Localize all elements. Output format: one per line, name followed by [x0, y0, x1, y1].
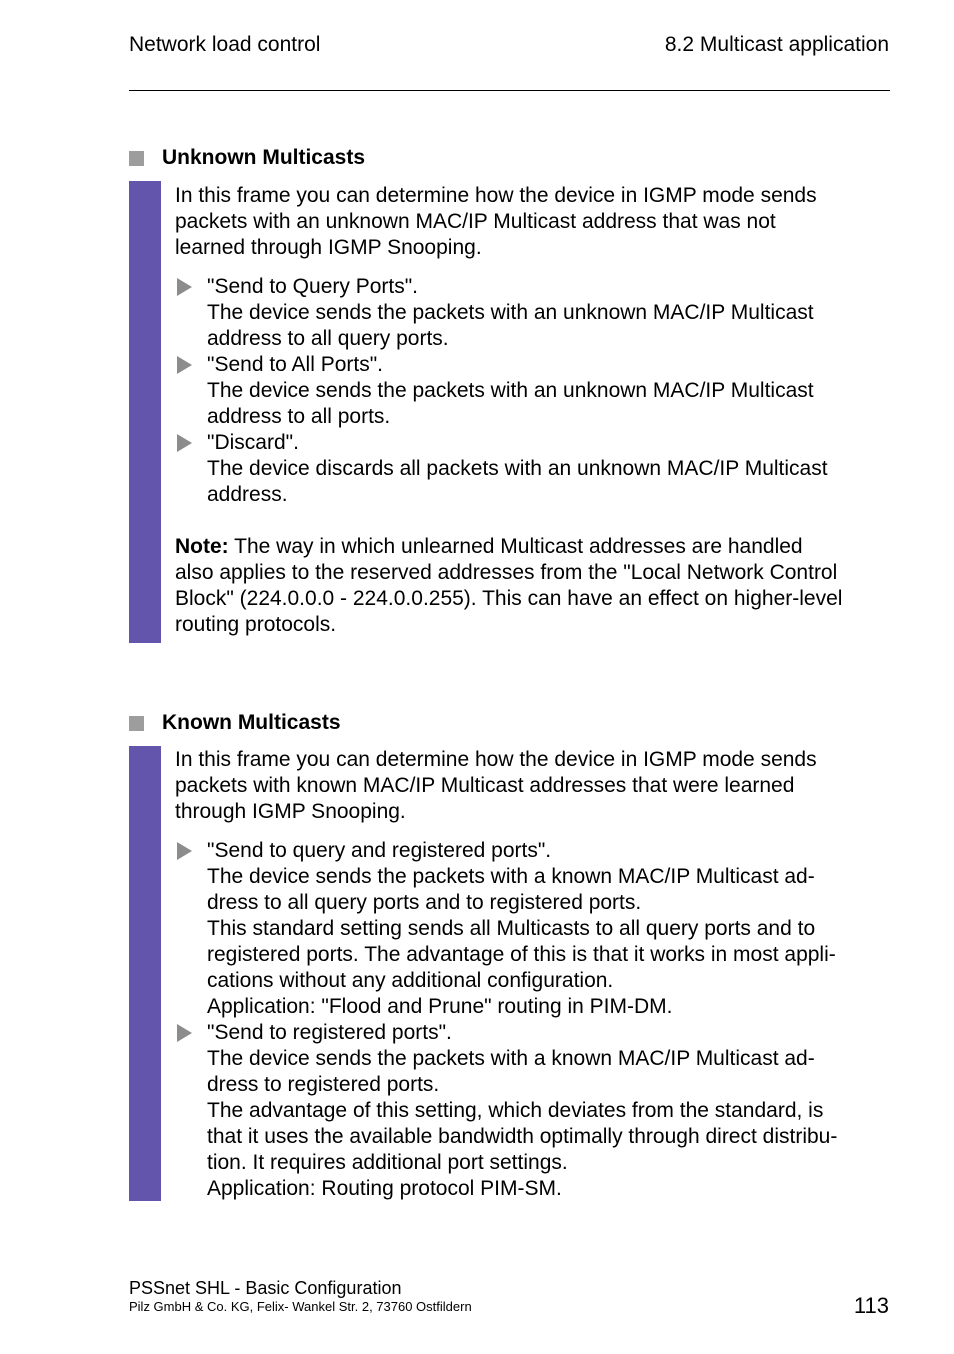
intro-line: through IGMP Snooping.	[175, 800, 406, 823]
option-line: dress to all query ports and to registered ports.	[207, 891, 642, 914]
option-line: tion. It requires additional port settings.	[207, 1151, 568, 1174]
section-body-known-multicasts	[175, 747, 890, 1202]
triangle-bullet-icon	[177, 434, 192, 452]
footer-document-title: PSSnet SHL - Basic Configuration	[129, 1278, 402, 1298]
option-line: The device sends the packets with an unknown MAC/IP Multicast	[207, 379, 814, 402]
intro-line: packets with known MAC/IP Multicast addresses that were learned	[175, 774, 795, 797]
note-line: Block" (224.0.0.0 - 224.0.0.255). This can have an effect on higher-level	[175, 587, 843, 610]
option-line: The device sends the packets with a known MAC/IP Multicast ad-	[207, 865, 815, 888]
section-title: Known Multicasts	[162, 711, 341, 734]
option-line: "Send to registered ports".	[207, 1021, 452, 1044]
section-title: Unknown Multicasts	[162, 146, 366, 169]
option-item	[175, 274, 890, 352]
note-line: The way in which unlearned Multicast addresses are handled	[228, 535, 803, 558]
section-heading-known-multicasts	[129, 710, 341, 736]
triangle-bullet-icon	[177, 278, 192, 296]
option-line: Application: "Flood and Prune" routing in PIM-DM.	[207, 995, 673, 1018]
note-paragraph	[175, 534, 890, 638]
option-line: "Send to query and registered ports".	[207, 839, 552, 862]
section-square-icon	[129, 151, 144, 166]
section-square-icon	[129, 716, 144, 731]
option-line: The device discards all packets with an unknown MAC/IP Multicast	[207, 457, 828, 480]
running-header-section: 8.2 Multicast application	[664, 33, 889, 56]
option-item	[175, 352, 890, 430]
intro-line: packets with an unknown MAC/IP Multicast address that was not	[175, 210, 776, 233]
option-item	[175, 430, 890, 508]
option-line: address.	[207, 483, 288, 506]
footer-publisher-address: Pilz GmbH & Co. KG, Felix- Wankel Str. 2, 73760 Ostfildern	[129, 1299, 472, 1314]
option-item	[175, 1020, 890, 1202]
option-line: address to all ports.	[207, 405, 391, 428]
option-line: "Send to All Ports".	[207, 353, 383, 376]
option-line: This standard setting sends all Multicasts to all query ports and to	[207, 917, 816, 940]
option-line: The advantage of this setting, which deviates from the standard, is	[207, 1099, 824, 1122]
triangle-bullet-icon	[177, 1024, 192, 1042]
option-line: registered ports. The advantage of this is that it works in most appli-	[207, 943, 836, 966]
intro-line: In this frame you can determine how the device in IGMP mode sends	[175, 748, 817, 771]
section-sidebar-bar	[129, 181, 161, 643]
page-number: 113	[853, 1293, 889, 1318]
option-line: address to all query ports.	[207, 327, 449, 350]
section-sidebar-bar	[129, 746, 161, 1201]
intro-line: In this frame you can determine how the device in IGMP mode sends	[175, 184, 817, 207]
triangle-bullet-icon	[177, 842, 192, 860]
note-label: Note:	[175, 535, 229, 558]
option-line: dress to registered ports.	[207, 1073, 440, 1096]
running-header-chapter: Network load control	[129, 33, 321, 56]
header-rule	[129, 90, 890, 91]
option-line: cations without any additional configuration.	[207, 969, 614, 992]
note-line: also applies to the reserved addresses from the "Local Network Control	[175, 561, 838, 584]
intro-paragraph	[175, 747, 890, 825]
section-heading-unknown-multicasts	[129, 145, 365, 171]
section-body-unknown-multicasts	[175, 183, 890, 638]
option-line: The device sends the packets with an unknown MAC/IP Multicast	[207, 301, 814, 324]
option-item	[175, 838, 890, 1020]
intro-line: learned through IGMP Snooping.	[175, 236, 482, 259]
note-line: routing protocols.	[175, 613, 337, 636]
option-line: "Discard".	[207, 431, 299, 454]
option-line: that it uses the available bandwidth optimally through direct distribu-	[207, 1125, 838, 1148]
intro-paragraph	[175, 183, 890, 261]
option-line: The device sends the packets with a known MAC/IP Multicast ad-	[207, 1047, 815, 1070]
option-line: "Send to Query Ports".	[207, 275, 419, 298]
option-line: Application: Routing protocol PIM-SM.	[207, 1177, 562, 1200]
triangle-bullet-icon	[177, 356, 192, 374]
